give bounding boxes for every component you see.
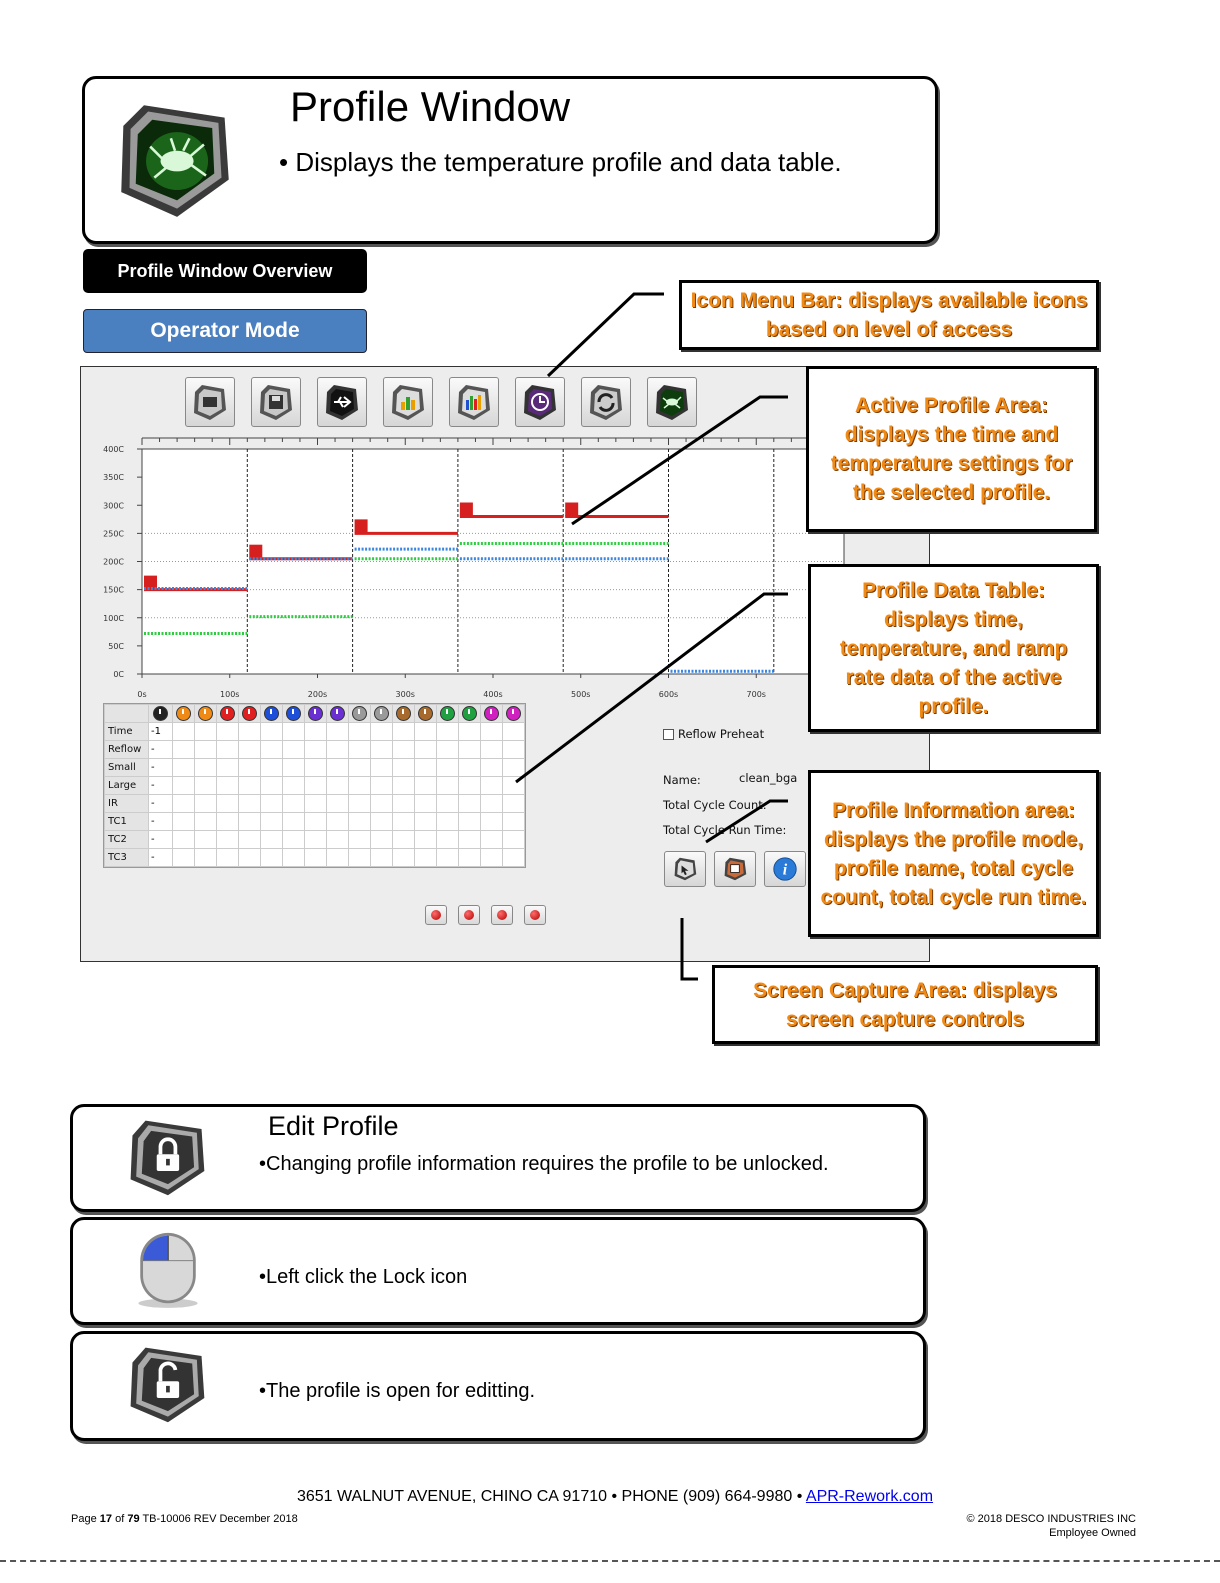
page-title: Profile Window — [290, 83, 571, 130]
table-cell[interactable]: - — [149, 831, 173, 849]
table-cell[interactable]: -1 — [149, 723, 173, 741]
unlock-icon — [125, 1342, 209, 1426]
page-number: Page 17 of 79 TB-10006 REV December 2018 — [71, 1513, 298, 1525]
overview-label: Profile Window Overview — [83, 249, 367, 293]
table-cell[interactable]: - — [149, 777, 173, 795]
leader-profile-info — [706, 801, 788, 842]
x-tick-label: 500s — [571, 690, 591, 699]
edit-profile-title: Edit Profile — [268, 1111, 399, 1141]
leader-data-table — [516, 594, 788, 782]
name-value: clean_bga — [739, 771, 798, 785]
employee-owned: Employee Owned — [1049, 1527, 1136, 1539]
row-label: IR — [105, 795, 149, 813]
row-label: TC3 — [105, 849, 149, 867]
callout-active-profile: Active Profile Area: displays the time and temperature settings for the selected profile. — [806, 366, 1097, 532]
y-tick-label: 400C — [103, 445, 124, 454]
y-tick-label: 150C — [103, 585, 124, 595]
leader-icon-menu — [548, 294, 664, 376]
x-tick-label: 600s — [658, 690, 679, 699]
callout-profile-info: Profile Information area: displays the profile mode, profile name, total cycle count, total cycle run time. — [808, 770, 1099, 937]
table-cell[interactable]: - — [149, 813, 173, 831]
table-cell[interactable]: - — [149, 849, 173, 867]
row-label: Large — [105, 777, 149, 795]
y-tick-label: 100C — [103, 613, 124, 623]
x-tick-label: 100s — [220, 690, 240, 699]
x-tick-label: 300s — [395, 690, 415, 699]
callout-data-table: Profile Data Table: displays time, temperature, and ramp rate data of the active profile. — [808, 564, 1099, 732]
callout-screen-capture: Screen Capture Area: displays screen capture controls — [712, 965, 1098, 1044]
edit-profile-box — [70, 1104, 926, 1212]
y-tick-label: 300C — [103, 501, 124, 511]
leader-active-profile — [572, 397, 788, 524]
row-label: Reflow — [105, 741, 149, 759]
callout-icon-menu: Icon Menu Bar: displays available icons based on level of access — [679, 280, 1099, 350]
leader-screen-capture — [682, 918, 698, 979]
table-cell[interactable]: - — [149, 741, 173, 759]
edit-step-3: •The profile is open for editting. — [259, 1380, 536, 1402]
row-label: Time — [105, 723, 149, 741]
x-tick-label: 0s — [137, 690, 147, 699]
left-click-box — [70, 1217, 926, 1325]
x-tick-label: 200s — [307, 690, 328, 699]
y-tick-label: 350C — [103, 473, 124, 483]
y-tick-label: 0C — [113, 670, 124, 679]
row-label: Small — [105, 759, 149, 777]
website-link[interactable]: APR-Rework.com — [805, 1488, 934, 1505]
row-label: TC2 — [105, 831, 149, 849]
y-tick-label: 200C — [103, 557, 124, 567]
footer-address — [0, 1488, 1220, 1506]
lock-icon — [125, 1115, 209, 1199]
svg-text:i: i — [782, 861, 788, 879]
edit-step-1: •Changing profile information requires the profile to be unlocked. — [259, 1153, 829, 1175]
table-cell[interactable]: - — [149, 795, 173, 813]
x-tick-label: 400s — [483, 690, 503, 699]
cycle-count-label: Total Cycle Count: — [663, 798, 767, 812]
y-tick-label: 250C — [103, 529, 124, 539]
run-time-label: Total Cycle Run Time: — [663, 823, 787, 837]
y-tick-label: 50C — [108, 641, 124, 651]
page-bottom-rule — [0, 1560, 1220, 1562]
unlocked-box — [70, 1331, 926, 1441]
x-tick-label: 700s — [746, 690, 766, 699]
footer-address-text: 3651 WALNUT AVENUE, CHINO CA 91710 • PHONE (909) 664-9980 • — [296, 1488, 803, 1505]
mode-label: Operator Mode — [83, 309, 367, 353]
edit-step-2: •Left click the Lock icon — [259, 1266, 468, 1288]
mouse-left-click-icon — [131, 1226, 205, 1312]
header-bullet: • Displays the temperature profile and data table. — [279, 147, 842, 177]
name-label: Name: — [663, 773, 701, 787]
row-label: TC1 — [105, 813, 149, 831]
reflow-preheat-label: Reflow Preheat — [678, 727, 765, 741]
table-cell[interactable]: - — [149, 759, 173, 777]
copyright: © 2018 DESCO INDUSTRIES INC — [966, 1513, 1136, 1525]
